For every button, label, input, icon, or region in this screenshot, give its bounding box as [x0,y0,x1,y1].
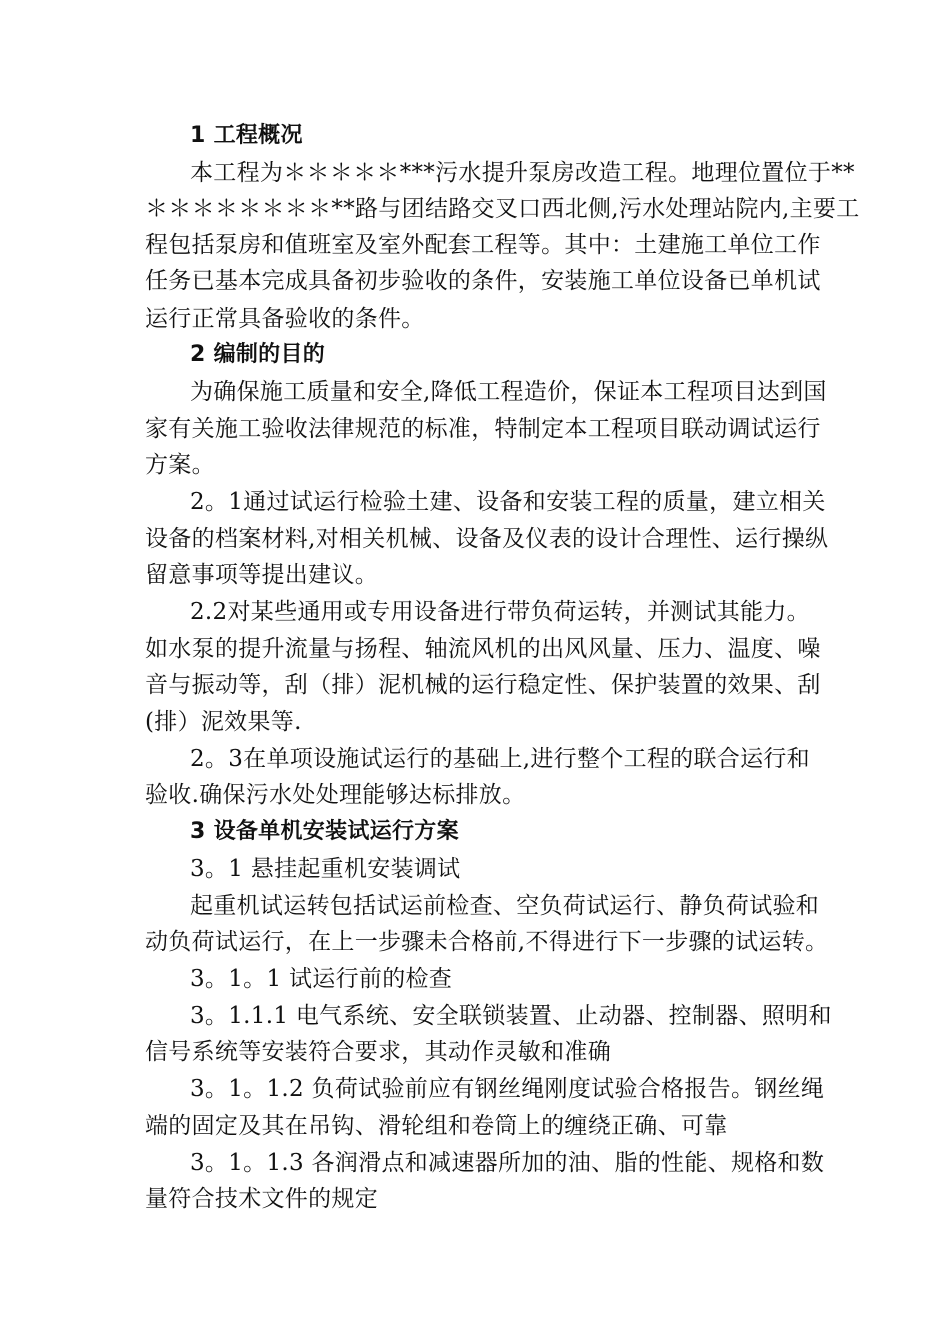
paragraph-2-3-line: 验收.确保污水处处理能够达标排放。 [145,782,526,808]
paragraph-2-2-line: (排）泥效果等. [145,709,302,735]
item-3-1-1-3-line: 量符合技术文件的规定 [145,1186,378,1212]
paragraph-3-1-line: 起重机试运转包括试运前检查、空负荷试运行、静负荷试验和 [190,893,820,919]
section-1-line: 程包括泵房和值班室及室外配套工程等。其中：土建施工单位工作 [145,232,821,258]
paragraph-2-1-line: 留意事项等提出建议。 [145,562,378,588]
section-1-line: 本工程为＊＊＊＊＊***污水提升泵房改造工程。地理位置位于** [190,160,855,186]
item-3-1-1-2-line: 3。1。1.2 负荷试验前应有钢丝绳刚度试验合格报告。钢丝绳 [190,1076,825,1102]
item-3-1-1-2-line: 端的固定及其在吊钩、滑轮组和卷筒上的缠绕正确、可靠 [145,1113,728,1139]
paragraph-2-1-line: 设备的档案材料,对相关机械、设备及仪表的设计合理性、运行操纵 [145,526,829,552]
item-3-1-1-1-line: 信号系统等安装符合要求，其动作灵敏和准确 [145,1039,611,1065]
section-2-intro-line: 家有关施工验收法律规范的标准，特制定本工程项目联动调试运行 [145,416,821,442]
subsection-3-1-heading: 3。1 悬挂起重机安装调试 [190,856,461,882]
section-2-heading: 2 编制的目的 [190,342,326,367]
paragraph-2-3-line: 2。3在单项设施试运行的基础上,进行整个工程的联合运行和 [190,746,810,772]
section-1-line: 任务已基本完成具备初步验收的条件，安装施工单位设备已单机试 [145,268,821,294]
section-1-line: ＊＊＊＊＊＊＊＊**路与团结路交叉口西北侧,污水处理站院内,主要工 [145,196,860,222]
item-3-1-1-3-line: 3。1。1.3 各润滑点和减速器所加的油、脂的性能、规格和数 [190,1150,825,1176]
paragraph-3-1-line: 动负荷试运行，在上一步骤未合格前,不得进行下一步骤的试运转。 [145,929,829,955]
section-1-line: 运行正常具备验收的条件。 [145,306,425,332]
subsection-3-1-1-heading: 3。1。1 试运行前的检查 [190,966,453,992]
section-2-intro-line: 为确保施工质量和安全,降低工程造价，保证本工程项目达到国 [190,379,827,405]
section-3-heading: 3 设备单机安装试运行方案 [190,819,459,844]
paragraph-2-2-line: 音与振动等，刮（排）泥机械的运行稳定性、保护装置的效果、刮 [145,672,821,698]
section-2-intro-line: 方案。 [145,452,215,478]
section-1-heading: 1 工程概况 [190,123,303,148]
paragraph-2-1-line: 2。1通过试运行检验土建、设备和安装工程的质量，建立相关 [190,489,826,515]
paragraph-2-2-line: 2.2对某些通用或专用设备进行带负荷运转，并测试其能力。 [190,599,810,625]
paragraph-2-2-line: 如水泵的提升流量与扬程、轴流风机的出风风量、压力、温度、噪 [145,636,821,662]
item-3-1-1-1-line: 3。1.1.1 电气系统、安全联锁装置、止动器、控制器、照明和 [190,1003,832,1029]
